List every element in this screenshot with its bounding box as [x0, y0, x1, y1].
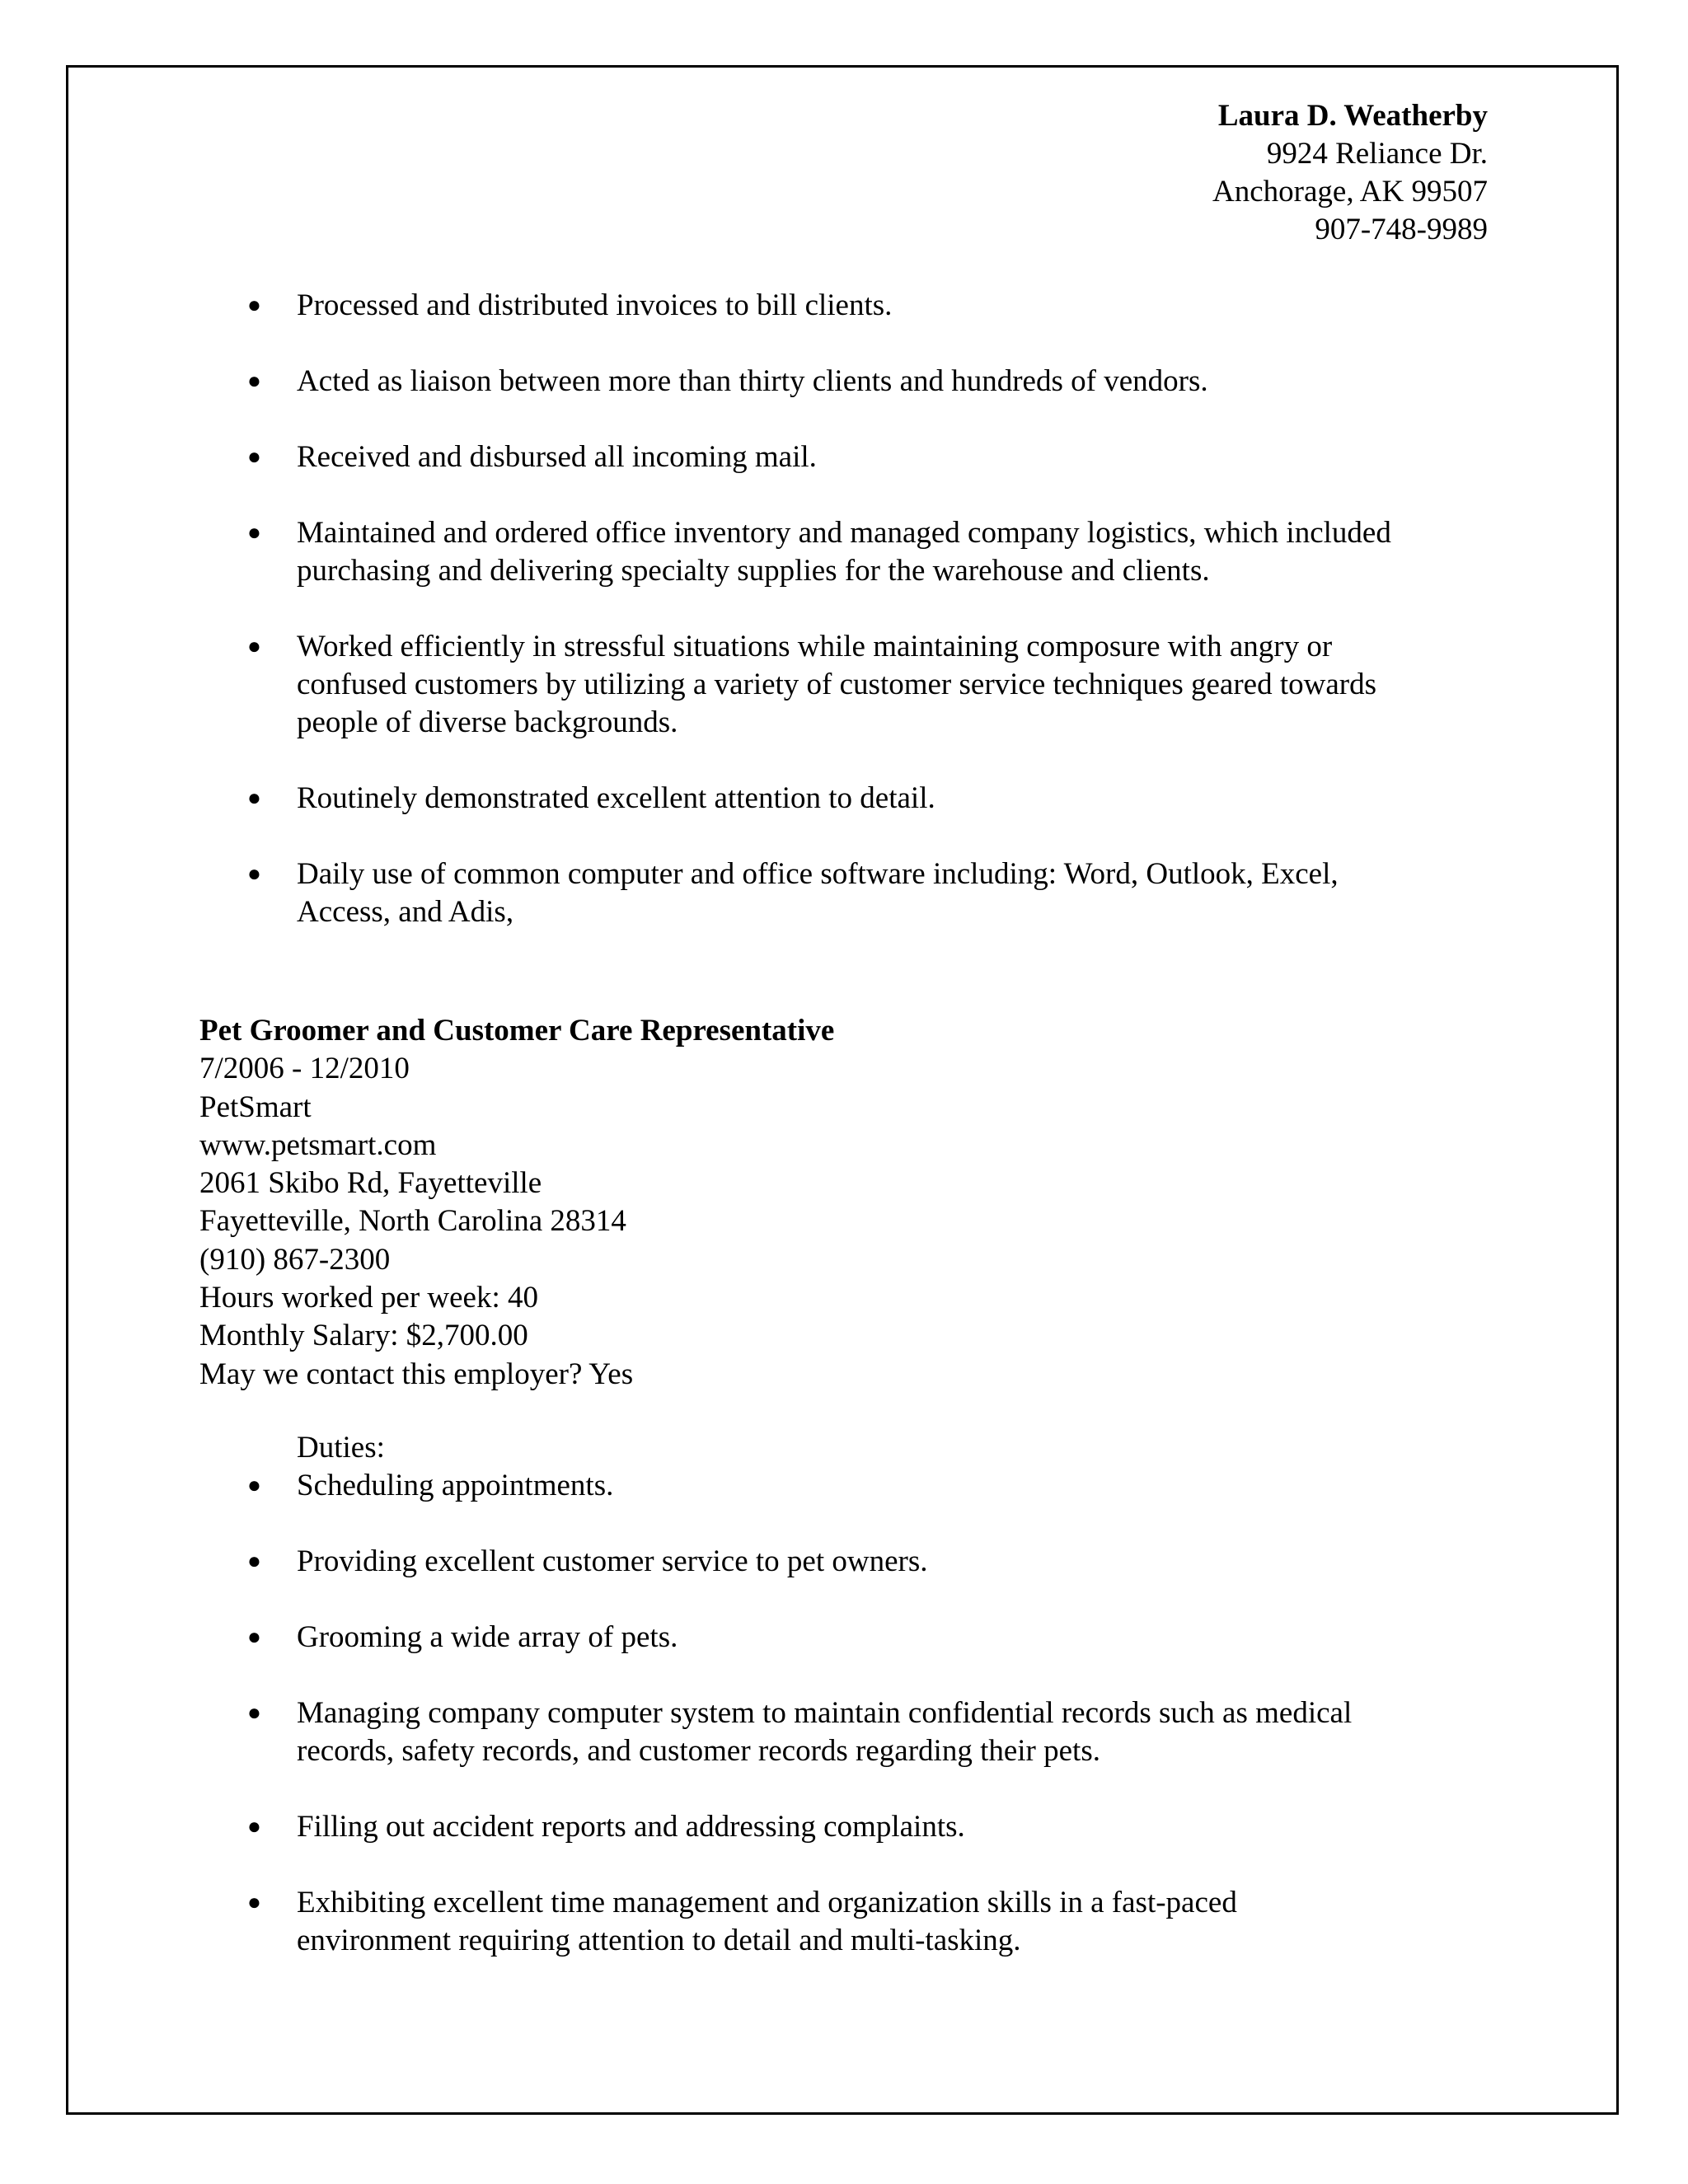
- bullet-icon: ●: [247, 520, 261, 546]
- list-item-line: purchasing and delivering specialty supplies for the warehouse and clients.: [297, 554, 1210, 588]
- bullet-icon: ●: [247, 1890, 261, 1915]
- bullet-icon: ●: [247, 1700, 261, 1726]
- bullet-icon: ●: [247, 1814, 261, 1840]
- street-address: 9924 Reliance Dr.: [1266, 137, 1488, 171]
- bullet-icon: ●: [247, 1473, 261, 1498]
- bullet-icon: ●: [247, 1624, 261, 1650]
- employer-name: PetSmart: [199, 1090, 312, 1124]
- bullet-icon: ●: [247, 785, 261, 811]
- list-item: [247, 1808, 1484, 1846]
- duties-label: Duties:: [297, 1431, 385, 1465]
- list-item-line: environment requiring attention to detail and multi-tasking.: [297, 1924, 1021, 1957]
- list-item: [247, 1543, 1484, 1581]
- list-item: [247, 1619, 1484, 1657]
- list-item-line: Worked efficiently in stressful situations while maintaining composure with angry or: [297, 630, 1333, 663]
- list-item: [247, 1467, 1484, 1505]
- list-item-line: Routinely demonstrated excellent attention to detail.: [297, 781, 935, 815]
- job-details: [199, 1012, 834, 1394]
- applicant-name: Laura D. Weatherby: [1217, 99, 1488, 133]
- list-item-line: records, safety records, and customer records regarding their pets.: [297, 1734, 1100, 1768]
- hours-worked: Hours worked per week: 40: [199, 1281, 538, 1315]
- list-item-line: Daily use of common computer and office software including: Word, Outlook, Excel,: [297, 857, 1339, 891]
- list-item-line: Grooming a wide array of pets.: [297, 1620, 678, 1654]
- list-item: [247, 514, 1484, 590]
- list-item-line: confused customers by utilizing a variety of customer service techniques geared towards: [297, 668, 1376, 701]
- bullet-icon: ●: [247, 634, 261, 659]
- list-item-line: Providing excellent customer service to pet owners.: [297, 1544, 928, 1578]
- job-title: Pet Groomer and Customer Care Representative: [199, 1014, 835, 1047]
- list-item-line: Received and disbursed all incoming mail.: [297, 440, 817, 474]
- list-item-line: Managing company computer system to maintain confidential records such as medical: [297, 1696, 1353, 1730]
- list-item: [247, 1884, 1484, 1960]
- list-item-line: Acted as liaison between more than thirty clients and hundreds of vendors.: [297, 364, 1208, 398]
- employer-phone: (910) 867-2300: [199, 1242, 391, 1277]
- list-item-line: Maintained and ordered office inventory and managed company logistics, which included: [297, 516, 1391, 550]
- bullet-icon: ●: [247, 861, 261, 887]
- list-item: [247, 855, 1484, 931]
- list-item: [247, 628, 1484, 742]
- list-item-line: Processed and distributed invoices to bill clients.: [297, 288, 893, 322]
- monthly-salary: Monthly Salary: $2,700.00: [199, 1319, 528, 1353]
- phone-number: 907-748-9989: [1315, 213, 1488, 246]
- contact-permission: May we contact this employer? Yes: [199, 1357, 634, 1391]
- bullet-icon: ●: [247, 1549, 261, 1574]
- list-item: [247, 287, 1484, 325]
- list-item: [247, 1694, 1484, 1770]
- list-item-line: Access, and Adis,: [297, 895, 514, 929]
- list-item: [247, 780, 1484, 818]
- list-item-line: Scheduling appointments.: [297, 1469, 614, 1502]
- city-state-zip: Anchorage, AK 99507: [1212, 175, 1488, 209]
- list-item: [247, 438, 1484, 476]
- list-item-line: Filling out accident reports and addressing complaints.: [297, 1810, 965, 1844]
- bullet-icon: ●: [247, 293, 261, 318]
- job-dates: 7/2006 - 12/2010: [199, 1052, 410, 1086]
- bullet-icon: ●: [247, 444, 261, 470]
- bullet-icon: ●: [247, 368, 261, 394]
- list-item-line: people of diverse backgrounds.: [297, 705, 678, 739]
- list-item-line: Exhibiting excellent time management and organization skills in a fast-paced: [297, 1886, 1237, 1919]
- contact-header: [1212, 97, 1488, 249]
- employer-website: www.petsmart.com: [199, 1127, 437, 1162]
- employer-address: 2061 Skibo Rd, Fayetteville: [199, 1166, 542, 1201]
- employer-city-state: Fayetteville, North Carolina 28314: [199, 1204, 626, 1239]
- list-item: [247, 363, 1484, 401]
